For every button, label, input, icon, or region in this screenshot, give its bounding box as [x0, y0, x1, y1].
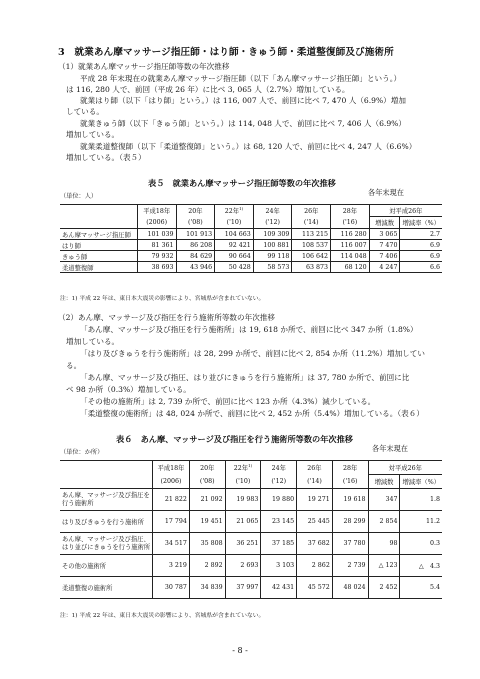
- table-cell: 42 431: [261, 577, 297, 599]
- table-cell: 63 873: [292, 262, 331, 273]
- table5-year-header: 24年: [253, 205, 292, 217]
- table6-year-header: 24年: [261, 461, 297, 475]
- table-cell: 19 983: [225, 489, 261, 511]
- paragraph-line: る。: [66, 361, 82, 370]
- table5-year-sub: ('10): [215, 217, 254, 229]
- section-title: 3 就業あん摩マッサージ指圧師・はり師・きゅう師・柔道整復師及び施術所: [58, 47, 394, 58]
- table-cell: 104 663: [215, 229, 254, 240]
- row-label: はり師: [60, 240, 137, 251]
- table6-year-sub: ('14): [297, 475, 333, 489]
- table-cell: 113 215: [292, 229, 331, 240]
- table-cell: 4 247: [369, 262, 400, 273]
- paragraph-line: 「その他の施術所」は 2, 739 か所で、前回に比べ 123 か所（4.3%）減少している。: [80, 397, 376, 406]
- table-cell: 50 428: [215, 262, 254, 273]
- table-cell: 19 271: [297, 489, 333, 511]
- table-cell: 2 892: [189, 555, 225, 577]
- table6-year-sub: ('10): [225, 475, 261, 489]
- table-cell: 7 406: [369, 251, 400, 262]
- table6-note: 注：1) 平成 22 年は、東日本大震災の影響により、宮城県が含まれていない。: [60, 613, 265, 619]
- table-cell: 79 932: [137, 251, 176, 262]
- table-cell: 2 862: [297, 555, 333, 577]
- table5-compare-sub: 増減率（%）: [400, 217, 442, 229]
- table-cell: 6.9: [400, 240, 442, 251]
- table-cell: 19 880: [261, 489, 297, 511]
- table-row: [60, 555, 442, 577]
- table-cell: 68 120: [331, 262, 370, 273]
- table6-year-sub: (2006): [153, 475, 190, 489]
- row-label: 柔道整復の施術所: [60, 577, 153, 599]
- table-cell: △ 123: [368, 555, 400, 577]
- table5-year-header: 26年: [292, 205, 331, 217]
- table6-year-sub: ('12): [261, 475, 297, 489]
- table-row: [60, 229, 442, 240]
- row-label-line: 行う施術所: [62, 499, 94, 507]
- row-label: その他の施術所: [60, 555, 153, 577]
- table-cell: 3 219: [153, 555, 190, 577]
- paragraph-line: 「はり及びきゅうを行う施術所」は 28, 299 か所で、前回に比べ 2, 854 か所（11.2%）増加してい: [80, 349, 425, 358]
- table-cell: 45 572: [297, 577, 333, 599]
- paragraph-line: 増加している。: [66, 337, 120, 346]
- table-cell: 2 854: [368, 511, 400, 533]
- paragraph-line: 平成 28 年末現在の就業あん摩マッサージ指圧師（以下「あん摩マッサージ指圧師」という。）: [80, 74, 402, 83]
- table6-year-header: 26年: [297, 461, 333, 475]
- paragraph-line: 就業はり師（以下「はり師」という。）は 116, 007 人で、前回に比べ 7, 470 人（6.9%）増加: [80, 96, 406, 105]
- table-cell: 92 421: [215, 240, 254, 251]
- year-label: 22年: [224, 208, 240, 216]
- row-label-line: はり並びにきゅうを行う施術所: [62, 543, 151, 551]
- table6-compare-sub: 増減数: [368, 475, 400, 489]
- table-cell: 37 997: [225, 577, 261, 599]
- table-cell: 58 573: [253, 262, 292, 273]
- table-cell: 37 780: [332, 533, 368, 555]
- table5-year-header: 平成18年: [137, 205, 176, 217]
- table5-caption: 表５ 就業あん摩マッサージ指圧師等数の年次推移: [148, 178, 336, 188]
- paragraph-line: 「あん摩、マッサージ及び指圧、はり並びにきゅうを行う施術所」は 37, 780 か所で、前回に比: [80, 373, 410, 382]
- row-label: [60, 489, 153, 511]
- paragraph-line: している。: [66, 107, 104, 116]
- table-cell: 21 822: [153, 489, 190, 511]
- table6-year-header: 28年: [332, 461, 368, 475]
- table-cell: 2.7: [400, 229, 442, 240]
- table-cell: 106 642: [292, 251, 331, 262]
- table-cell: 37 185: [261, 533, 297, 555]
- paragraph-line: 増加している。: [66, 130, 120, 139]
- table-cell: 25 445: [297, 511, 333, 533]
- table-cell: 347: [368, 489, 400, 511]
- subsection-1-heading: （1）就業あん摩マッサージ指圧師等数の年次推移: [58, 62, 230, 71]
- table6-year-sub: ('16): [332, 475, 368, 489]
- table6-year-header: [225, 461, 261, 475]
- table-cell: 21 065: [225, 511, 261, 533]
- table-cell: 3 103: [261, 555, 297, 577]
- table5-note: 注：1) 平成 22 年は、東日本大震災の影響により、宮城県が含まれていない。: [60, 296, 265, 302]
- table-row: [60, 489, 442, 511]
- table-cell: 48 024: [332, 577, 368, 599]
- footnote-marker: 1): [239, 206, 244, 212]
- paragraph-line: 就業きゅう師（以下「きゅう師」という。）は 114, 048 人で、前回に比べ 7, 406 人（6.9%）: [80, 119, 406, 128]
- row-label: はり及びきゅうを行う施術所: [60, 511, 153, 533]
- table5-year-sub: (2006): [137, 217, 176, 229]
- table6-compare-sub: 増減率（%）: [400, 475, 442, 489]
- table-cell: 30 787: [153, 577, 190, 599]
- table6-year-header: 平成18年: [153, 461, 190, 475]
- table5-year-header: 28年: [331, 205, 370, 217]
- table-cell: 86 208: [176, 240, 215, 251]
- table-cell: 34 839: [189, 577, 225, 599]
- table-row: [60, 251, 442, 262]
- table-cell: 7 470: [369, 240, 400, 251]
- paragraph-line: 「あん摩、マッサージ及び指圧を行う施術所」は 19, 618 か所で、前回に比べ 347 か所（1.8%）: [80, 325, 418, 334]
- footnote-marker: 1): [248, 463, 253, 469]
- table5-year-sub: ('14): [292, 217, 331, 229]
- table5-unit: （単位：人）: [60, 193, 98, 200]
- table6-corner-cell: [60, 461, 153, 489]
- table-row: [60, 511, 442, 533]
- table-cell: 38 693: [137, 262, 176, 273]
- paragraph-line: 増加している。（表５）: [66, 153, 146, 162]
- paragraph-line: 「柔道整復の施術所」は 48, 024 か所で、前回に比べ 2, 452 か所（5.4%）増加している。（表６）: [80, 409, 424, 418]
- row-label-line: あん摩、マッサージ及び指圧を: [62, 491, 150, 499]
- table-cell: 34 517: [153, 533, 190, 555]
- table5-compare-sub: 増減数: [369, 217, 400, 229]
- paragraph-line: べ 98 か所（0.3%）増加している。: [66, 385, 191, 394]
- table-cell: 116 007: [331, 240, 370, 251]
- table5-year-sub: ('12): [253, 217, 292, 229]
- table-cell: 21 092: [189, 489, 225, 511]
- year-label: 22年: [233, 465, 249, 473]
- table5-year-header: 20年: [176, 205, 215, 217]
- table-cell: 1.8: [400, 489, 442, 511]
- table-cell: 11.2: [400, 511, 442, 533]
- table-cell: 2 693: [225, 555, 261, 577]
- table-cell: 2 452: [368, 577, 400, 599]
- row-label: あん摩マッサージ指圧師: [60, 229, 137, 240]
- table6: [60, 460, 442, 599]
- table-cell: 90 664: [215, 251, 254, 262]
- table-cell: 101 913: [176, 229, 215, 240]
- table5-year-sub: ('16): [331, 217, 370, 229]
- table-row: [60, 262, 442, 273]
- table-cell: 28 299: [332, 511, 368, 533]
- paragraph-line: は 116, 280 人で、前回（平成 26 年）に比べ 3, 065 人（2.7%）増加している。: [66, 85, 350, 94]
- paragraph-line: 就業柔道整復師（以下「柔道整復師」という。）は 68, 120 人で、前回に比べ 4, 247 人（6.6%）: [80, 142, 417, 151]
- row-label: [60, 533, 153, 555]
- table-cell: 43 946: [176, 262, 215, 273]
- table-cell: 108 537: [292, 240, 331, 251]
- table-cell: 2 739: [332, 555, 368, 577]
- table6-compare-header: 対平成26年: [368, 461, 442, 475]
- row-label-line: あん摩、マッサージ及び指圧、: [62, 535, 150, 543]
- table-cell: 23 145: [261, 511, 297, 533]
- table-row: [60, 577, 442, 599]
- table5-year-sub: ('08): [176, 217, 215, 229]
- table-cell: 19 451: [189, 511, 225, 533]
- table-cell: 109 309: [253, 229, 292, 240]
- table-cell: 81 361: [137, 240, 176, 251]
- table-cell: 5.4: [400, 577, 442, 599]
- table-cell: 35 808: [189, 533, 225, 555]
- table6-caption: 表６ あん摩、マッサージ及び指圧を行う施術所等数の年次推移: [116, 434, 353, 444]
- row-label: 柔道整復師: [60, 262, 137, 273]
- table-cell: 6.9: [400, 251, 442, 262]
- table-cell: 0.3: [400, 533, 442, 555]
- table-cell: 37 682: [297, 533, 333, 555]
- table-cell: 114 048: [331, 251, 370, 262]
- table-cell: 99 118: [253, 251, 292, 262]
- row-label: きゅう師: [60, 251, 137, 262]
- table5: [60, 204, 442, 273]
- table-cell: 17 794: [153, 511, 190, 533]
- table-cell: 36 251: [225, 533, 261, 555]
- table6-year-sub: ('08): [189, 475, 225, 489]
- table5-corner-cell: [60, 205, 137, 229]
- table-row: [60, 240, 442, 251]
- table6-unit: （単位：か所）: [60, 449, 104, 456]
- table-cell: △ 4.3: [400, 555, 442, 577]
- table5-year-header: [215, 205, 254, 217]
- table6-as-of: 各年末現在: [372, 444, 408, 453]
- table-cell: 3 065: [369, 229, 400, 240]
- table-cell: 100 881: [253, 240, 292, 251]
- table-cell: 101 039: [137, 229, 176, 240]
- table-cell: 19 618: [332, 489, 368, 511]
- table6-year-header: 20年: [189, 461, 225, 475]
- table-row: [60, 533, 442, 555]
- table5-as-of: 各年末現在: [368, 188, 404, 197]
- table-cell: 6.6: [400, 262, 442, 273]
- page-number: - 8 -: [232, 646, 248, 655]
- table-cell: 84 629: [176, 251, 215, 262]
- table-cell: 116 280: [331, 229, 370, 240]
- subsection-2-heading: （2）あん摩、マッサージ及び指圧を行う施術所等数の年次推移: [58, 313, 275, 322]
- table5-compare-header: 対平成26年: [369, 205, 442, 217]
- table-cell: 98: [368, 533, 400, 555]
